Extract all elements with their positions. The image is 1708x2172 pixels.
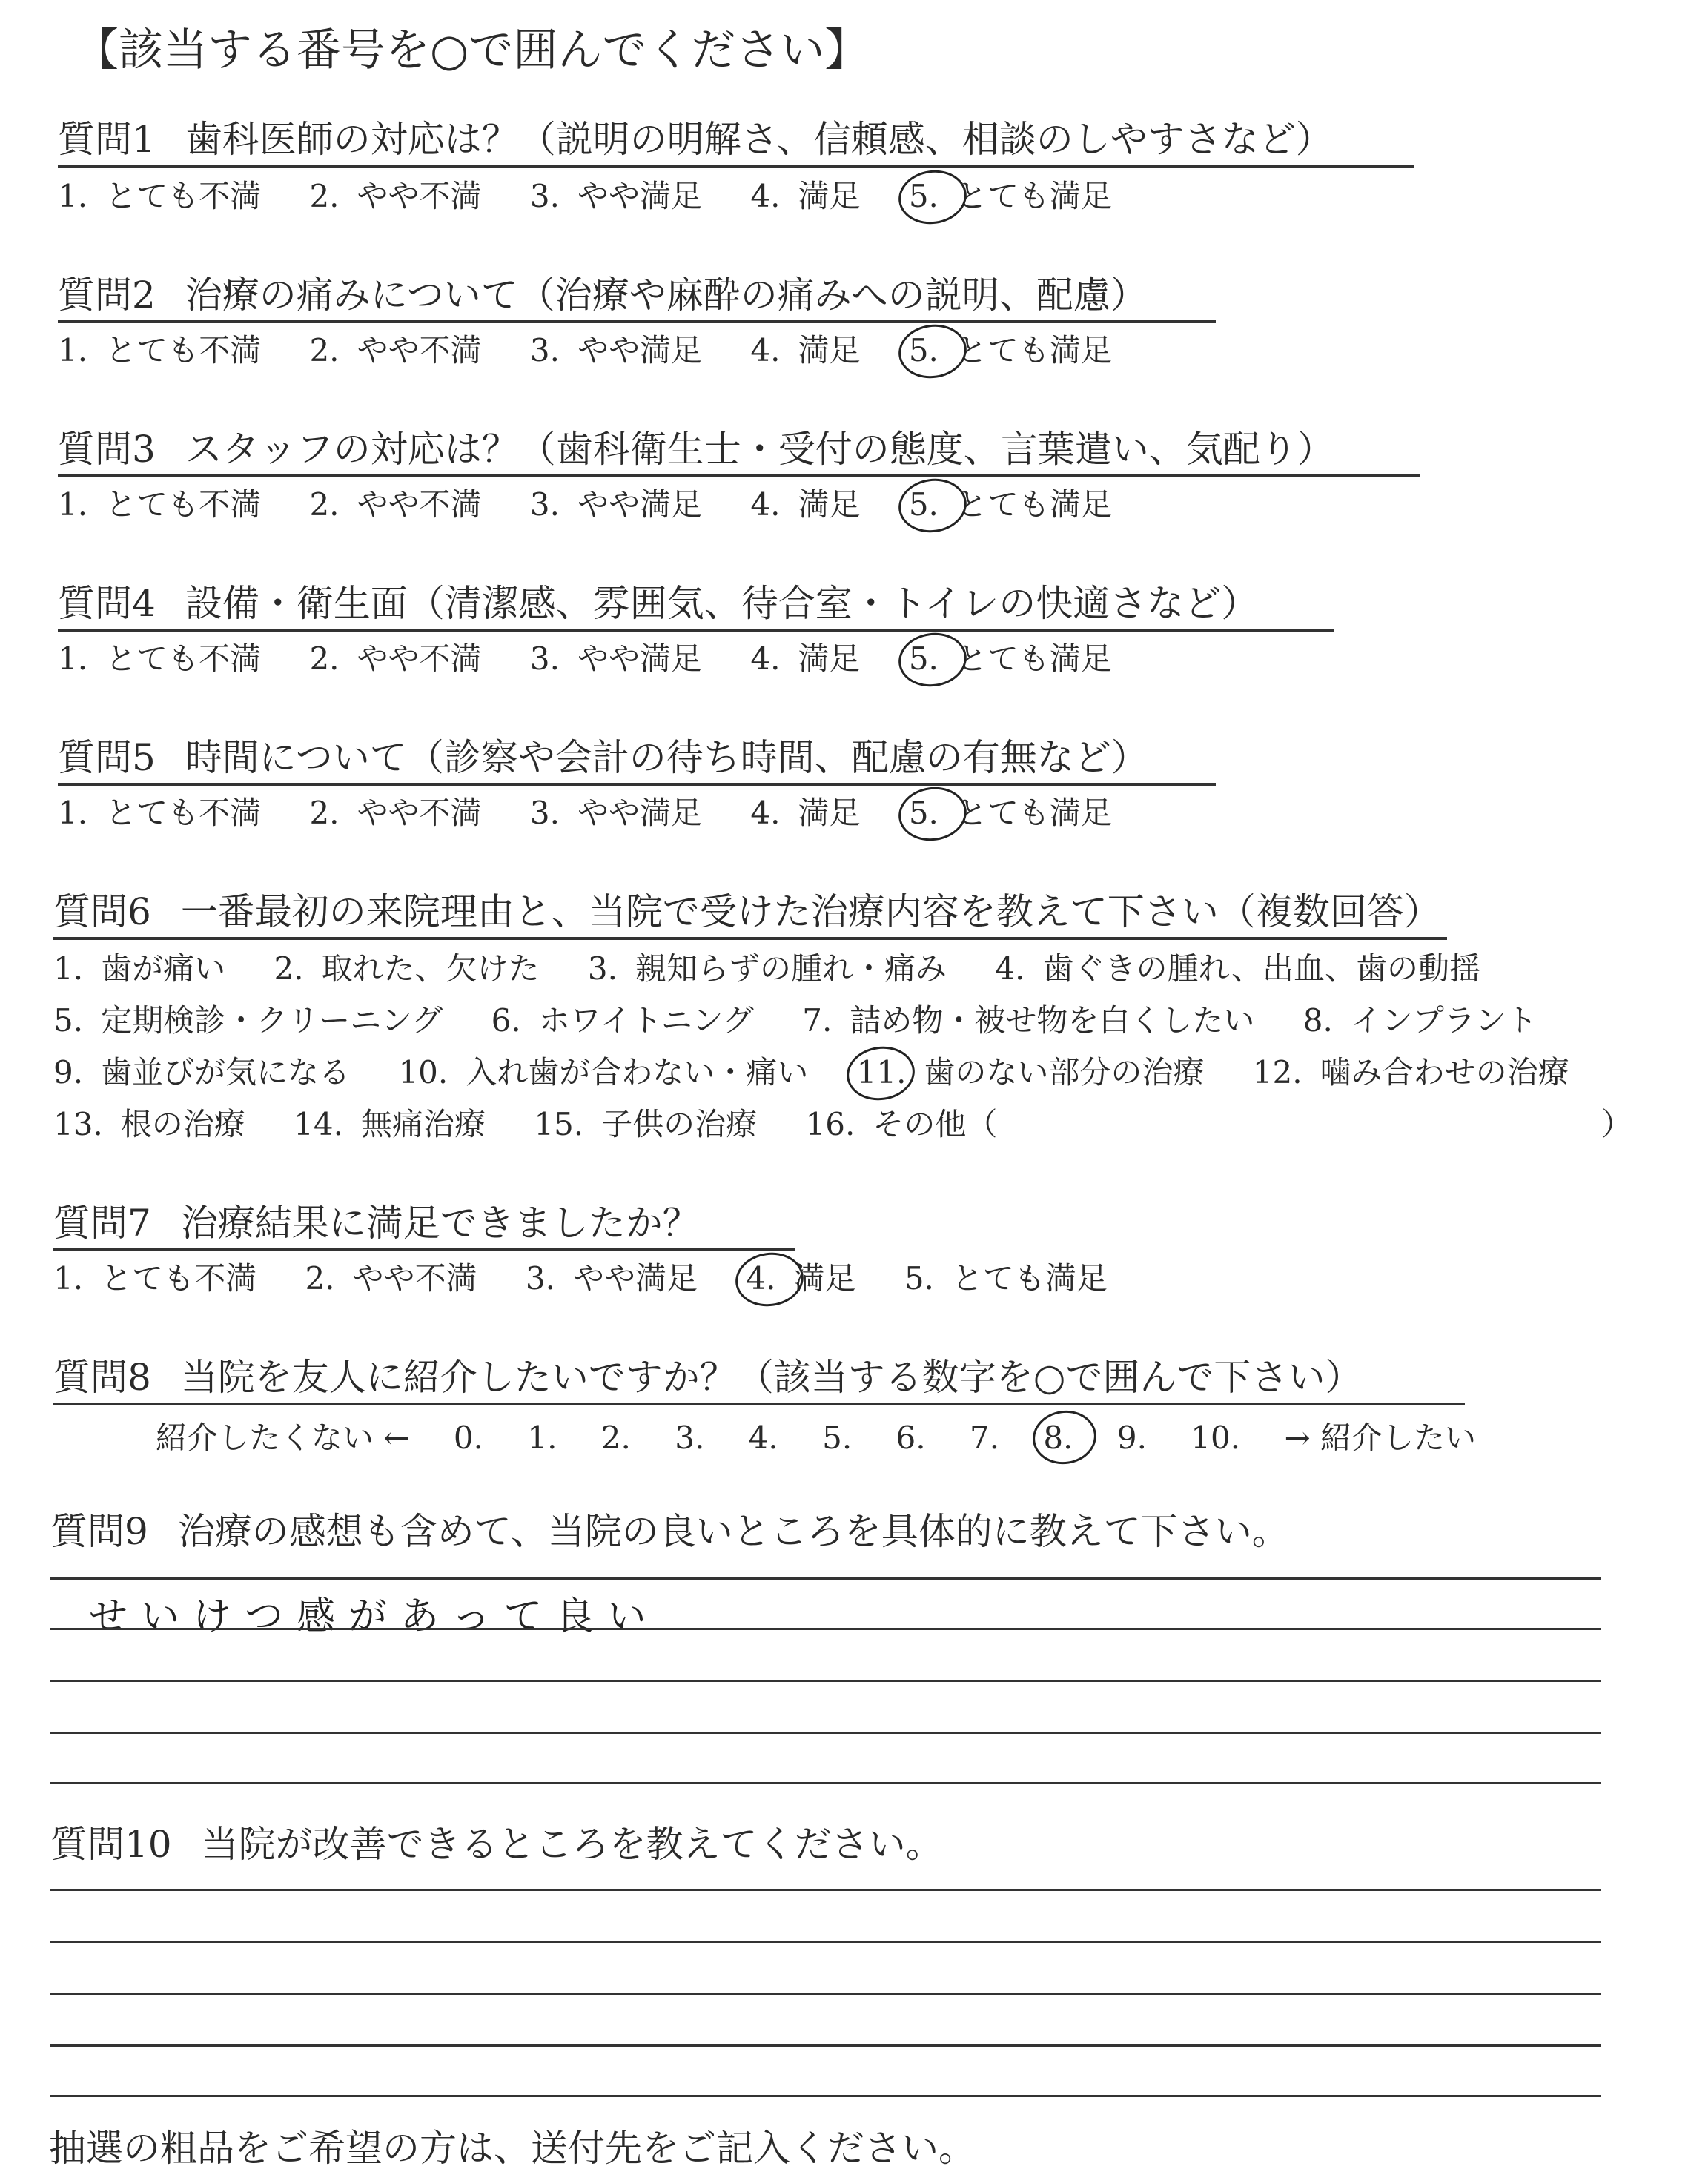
q3-option-2[interactable]: 2. やや不満: [309, 486, 482, 523]
q5-option-5-selected[interactable]: 5. とても満足: [908, 795, 1112, 831]
q1-option-1[interactable]: 1. とても不満: [58, 178, 262, 214]
question-9-label: 質問9: [50, 1510, 148, 1553]
q6-option-8[interactable]: 8. インプラント: [1302, 1002, 1537, 1039]
q6-option-9[interactable]: 9. 歯並びが気になる: [53, 1054, 351, 1090]
q4-option-5-selected[interactable]: 5. とても満足: [908, 640, 1112, 677]
q6-option-4[interactable]: 4. 歯ぐきの腫れ、出血、歯の動揺: [995, 950, 1480, 987]
q6-option-11-selected[interactable]: 11. 歯のない部分の治療: [856, 1054, 1205, 1090]
scale-8-selected[interactable]: 8.: [1043, 1420, 1073, 1456]
q2-option-4[interactable]: 4. 満足: [750, 332, 861, 368]
question-5-options: [58, 795, 1151, 832]
q1-option-4[interactable]: 4. 満足: [750, 178, 861, 214]
question-7-text: 治療結果に満足できましたか？: [180, 1202, 700, 1245]
q10-answer-line-4: [50, 2044, 1601, 2047]
q10-answer-line-1: [50, 1889, 1601, 1891]
scale-2[interactable]: 2.: [600, 1420, 631, 1456]
question-6-label: 質問6: [53, 890, 151, 933]
question-10-heading: [50, 1822, 943, 1870]
question-3-text: スタッフの対応は？（歯科衛生士・受付の態度、言葉遣い、気配り）: [185, 428, 1334, 471]
q6-option-10[interactable]: 10. 入れ歯が合わない・痛い: [398, 1054, 809, 1090]
recommend-left-label: 紹介したくない ←: [156, 1420, 410, 1456]
question-6-row-3: [53, 1054, 1608, 1091]
q7-option-3[interactable]: 3. やや満足: [525, 1260, 698, 1297]
question-9-text: 治療の感想も含めて、当院の良いところを具体的に教えて下さい。: [177, 1510, 1289, 1553]
q2-option-3[interactable]: 3. やや満足: [529, 332, 702, 368]
q7-option-2[interactable]: 2. やや不満: [305, 1260, 477, 1297]
q2-option-5-selected[interactable]: 5. とても満足: [908, 332, 1112, 368]
q9-answer-line-4: [50, 1732, 1601, 1734]
q6-other-close-paren: ）: [1601, 1106, 1633, 1142]
q5-option-3[interactable]: 3. やや満足: [529, 795, 702, 831]
page-title: 【該当する番号を○で囲んでください】: [74, 24, 870, 76]
q6-option-14[interactable]: 14. 無痛治療: [294, 1106, 486, 1142]
question-6-row-4: [53, 1106, 1036, 1143]
q7-option-1[interactable]: 1. とても不満: [53, 1260, 257, 1297]
q6-option-2[interactable]: 2. 取れた、欠けた: [274, 950, 540, 987]
footer-note: 抽選の粗品をご希望の方は、送付先をご記入ください。: [49, 2127, 976, 2170]
q1-option-3[interactable]: 3. やや満足: [529, 178, 702, 214]
question-5-text: 時間について（診察や会計の待ち時間、配慮の有無など）: [185, 736, 1148, 779]
q4-option-1[interactable]: 1. とても不満: [58, 640, 262, 677]
scale-4[interactable]: 4.: [748, 1420, 778, 1456]
q6-option-5[interactable]: 5. 定期検診・クリーニング: [53, 1002, 443, 1039]
question-6-text: 一番最初の来院理由と、当院で受けた治療内容を教えて下さい（複数回答）: [180, 890, 1441, 933]
question-8-label: 質問8: [53, 1356, 151, 1399]
q2-option-1[interactable]: 1. とても不満: [58, 332, 262, 368]
q5-option-1[interactable]: 1. とても不満: [58, 795, 262, 831]
question-3-heading: [58, 427, 1420, 477]
q3-option-4[interactable]: 4. 満足: [750, 486, 861, 523]
question-8-heading: [53, 1355, 1465, 1405]
question-3-label: 質問3: [58, 428, 156, 471]
question-1-label: 質問1: [58, 118, 156, 161]
scale-9[interactable]: 9.: [1116, 1420, 1147, 1456]
q5-option-2[interactable]: 2. やや不満: [309, 795, 482, 831]
question-4-text: 設備・衛生面（清潔感、雰囲気、待合室・トイレの快適さなど）: [185, 582, 1259, 625]
q3-option-5-selected[interactable]: 5. とても満足: [908, 486, 1112, 523]
q6-option-3[interactable]: 3. 親知らずの腫れ・痛み: [587, 950, 947, 987]
scale-10[interactable]: 10.: [1191, 1420, 1241, 1456]
question-2-heading: [58, 273, 1216, 323]
question-10-text: 当院が改善できるところを教えてください。: [201, 1823, 943, 1866]
question-1-text: 歯科医師の対応は？（説明の明解さ、信頼感、相談のしやすさなど）: [185, 118, 1333, 161]
q1-option-2[interactable]: 2. やや不満: [309, 178, 482, 214]
q3-option-1[interactable]: 1. とても不満: [58, 486, 262, 523]
question-1-options: [58, 178, 1151, 215]
question-6-row-2: [53, 1002, 1576, 1039]
question-5-heading: [58, 735, 1216, 786]
q9-answer-line-5: [50, 1782, 1601, 1784]
q10-answer-line-5: [50, 2095, 1601, 2097]
q6-option-13[interactable]: 13. 根の治療: [53, 1106, 245, 1142]
q7-option-5[interactable]: 5. とても満足: [904, 1260, 1108, 1297]
question-6-heading: [53, 890, 1447, 940]
q5-option-4[interactable]: 4. 満足: [750, 795, 861, 831]
question-3-options: [58, 486, 1151, 523]
q6-option-7[interactable]: 7. 詰め物・被せ物を白くしたい: [802, 1002, 1255, 1039]
question-5-label: 質問5: [58, 736, 156, 779]
scale-5[interactable]: 5.: [822, 1420, 853, 1456]
q2-option-2[interactable]: 2. やや不満: [309, 332, 482, 368]
q9-answer-line-3: [50, 1680, 1601, 1682]
q6-option-15[interactable]: 15. 子供の治療: [534, 1106, 758, 1142]
q3-option-3[interactable]: 3. やや満足: [529, 486, 702, 523]
question-7-heading: [53, 1201, 795, 1251]
question-4-options: [58, 640, 1151, 678]
q1-option-5-selected[interactable]: 5. とても満足: [908, 178, 1112, 214]
scale-7[interactable]: 7.: [969, 1420, 1000, 1456]
recommend-scale: [156, 1414, 1510, 1458]
q6-option-1[interactable]: 1. 歯が痛い: [53, 950, 226, 987]
q4-option-2[interactable]: 2. やや不満: [309, 640, 482, 677]
question-2-label: 質問2: [58, 274, 156, 317]
question-4-heading: [58, 581, 1334, 632]
q6-option-6[interactable]: 6. ホワイトニング: [491, 1002, 754, 1039]
q6-option-16[interactable]: 16. その他（: [805, 1106, 998, 1142]
question-9-heading: [50, 1509, 1289, 1557]
q9-answer-line-1: [50, 1577, 1601, 1580]
q9-answer-line-2: [50, 1628, 1601, 1630]
q9-handwritten-answer[interactable]: せいけつ感があって良い: [89, 1595, 660, 1639]
q7-option-4-selected[interactable]: 4. 満足: [746, 1260, 856, 1297]
q4-option-3[interactable]: 3. やや満足: [529, 640, 702, 677]
question-8-text: 当院を友人に紹介したいですか？（該当する数字を○で囲んで下さい）: [180, 1356, 1363, 1399]
q10-answer-line-3: [50, 1993, 1601, 1995]
scale-3[interactable]: 3.: [675, 1420, 705, 1456]
question-7-label: 質問7: [53, 1202, 151, 1245]
question-6-row-1: [53, 950, 1519, 987]
scale-6[interactable]: 6.: [896, 1420, 926, 1456]
scale-0[interactable]: 0.: [453, 1420, 483, 1456]
question-2-options: [58, 332, 1151, 369]
question-4-label: 質問4: [58, 582, 156, 625]
question-1-heading: [58, 117, 1414, 168]
question-7-options: [53, 1260, 1146, 1297]
q10-answer-line-2: [50, 1941, 1601, 1943]
q6-option-12[interactable]: 12. 噛み合わせの治療: [1252, 1054, 1569, 1090]
question-10-label: 質問10: [50, 1823, 172, 1866]
recommend-right-label: → 紹介したい: [1284, 1420, 1476, 1456]
question-2-text: 治療の痛みについて（治療や麻酔の痛みへの説明、配慮）: [185, 274, 1148, 317]
q4-option-4[interactable]: 4. 満足: [750, 640, 861, 677]
scale-1[interactable]: 1.: [527, 1420, 557, 1456]
